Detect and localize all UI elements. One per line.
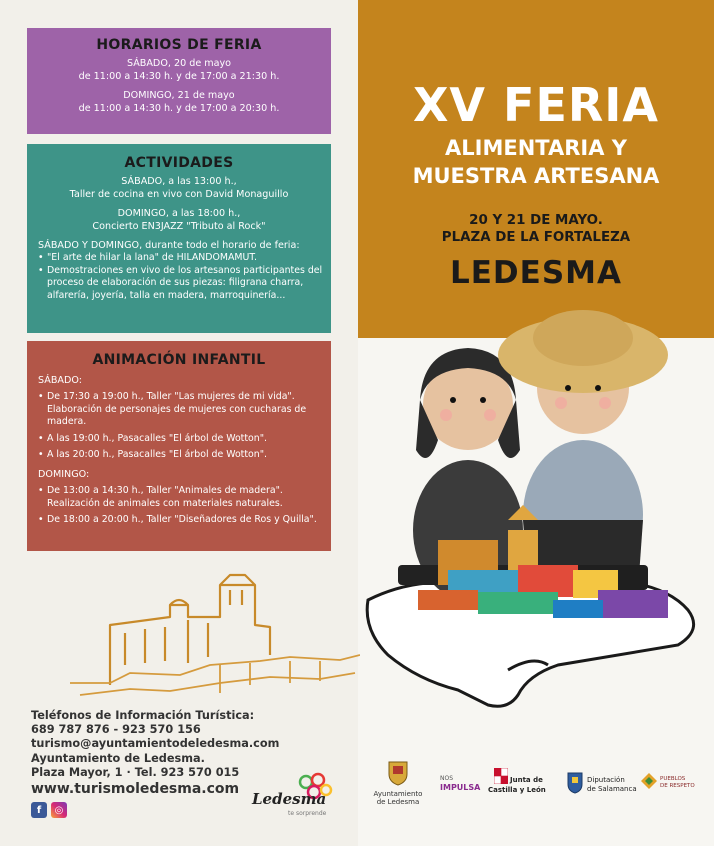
animacion-title: ANIMACIÓN INFANTIL xyxy=(92,352,266,368)
coat-of-arms-icon xyxy=(387,760,409,786)
horarios-sat-hours: de 11:00 a 14:30 h. y de 17:00 a 21:30 h. xyxy=(78,71,280,82)
animacion-sat-label: SÁBADO: xyxy=(38,375,82,386)
diputacion-logo xyxy=(567,768,639,808)
list-item: • A las 19:00 h., Pasacalles "El árbol de Wotton". xyxy=(38,433,323,446)
actividades-panel xyxy=(27,144,331,333)
diputacion-line2: de Salamanca xyxy=(587,785,637,793)
ledesma-brand: Ledesma xyxy=(252,790,327,808)
actividades-sun-label: DOMINGO, a las 18:00 h., xyxy=(117,208,241,219)
actividades-sun-desc: Concierto EN3JAZZ "Tributo al Rock" xyxy=(92,221,266,232)
org: Ayuntamiento de Ledesma. xyxy=(31,751,205,765)
hero-title: XV FERIA xyxy=(412,78,660,132)
impulsa-label: IMPULSA xyxy=(440,783,481,792)
hero-subtitle-line2: MUESTRA ARTESANA xyxy=(412,164,660,188)
hero-subtitle xyxy=(358,134,714,190)
hero-date-line1: 20 Y 21 DE MAYO. xyxy=(469,213,603,228)
pueblos-line1: PUEBLOS xyxy=(660,776,686,782)
instagram-icon[interactable]: ◎ xyxy=(51,802,67,818)
town-illustration-left xyxy=(70,565,360,705)
animacion-sun-label: DOMINGO: xyxy=(38,468,90,480)
diputacion-line1: Diputación xyxy=(587,776,625,784)
hero-town: LEDESMA xyxy=(449,255,622,291)
dolls-illustration xyxy=(358,300,714,740)
nos-label: NOS xyxy=(440,775,454,782)
horarios-sat-label: SÁBADO, 20 de mayo xyxy=(126,58,232,69)
actividades-title: ACTIVIDADES xyxy=(124,155,234,171)
nos-impulsa-logo xyxy=(440,775,490,799)
ayto-line2: de Ledesma xyxy=(376,798,420,806)
ledesma-logo xyxy=(252,772,340,822)
actividades-sat-label: SÁBADO, a las 13:00 h., xyxy=(121,176,237,187)
email: turismo@ayuntamientodeledesma.com xyxy=(31,737,280,751)
horarios-sun-label: DOMINGO, 21 de mayo xyxy=(123,90,235,101)
ayuntamiento-logo xyxy=(370,760,426,816)
junta-line1: Junta de xyxy=(510,776,543,784)
junta-logo xyxy=(488,768,548,808)
junta-emblem-icon xyxy=(494,768,508,784)
facebook-icon[interactable]: f xyxy=(31,802,47,818)
pueblos-line2: DE RESPETO xyxy=(660,783,695,789)
hero-date xyxy=(358,212,714,246)
ledesma-tagline: te sorprende xyxy=(288,810,327,817)
phones: 689 787 876 - 923 570 156 xyxy=(31,723,201,737)
list-item: • De 13:00 a 14:30 h., Taller "Animales de madera". Realización de animales con materiales naturales. xyxy=(38,485,323,510)
junta-line2: Castilla y León xyxy=(488,786,546,794)
address: Plaza Mayor, 1 · Tel. 923 570 015 xyxy=(31,765,240,779)
actividades-sat-desc: Taller de cocina en vivo con David Monaguillo xyxy=(69,189,289,200)
ayto-line1: Ayuntamiento xyxy=(373,790,423,798)
diputacion-emblem-icon xyxy=(567,772,583,794)
website-link[interactable]: www.turismoledesma.com xyxy=(31,781,240,797)
list-item: • De 18:00 a 20:00 h., Taller "Diseñadores de Ros y Quilla". xyxy=(38,514,323,527)
actividades-list xyxy=(27,252,331,302)
social-icons xyxy=(31,802,67,818)
horarios-title: HORARIOS DE FERIA xyxy=(96,37,262,53)
hero-subtitle-line1: ALIMENTARIA Y xyxy=(445,136,627,160)
list-item: • Demostraciones en vivo de los artesanos participantes del proceso de elaboración de sus piezas: filigrana charra, alfarería, joyería, talla en madera, marroquinería... xyxy=(38,265,323,303)
pueblos-logo xyxy=(640,770,700,800)
contact-info xyxy=(31,709,279,780)
actividades-both-label: SÁBADO Y DOMINGO, durante todo el horario de feria: xyxy=(38,240,300,251)
pueblos-emblem-icon xyxy=(640,772,658,790)
animacion-sat-list xyxy=(27,391,331,462)
list-item: • De 17:30 a 19:00 h., Taller "Las mujeres de mi vida". Elaboración de personajes de mujeres con cucharas de madera. xyxy=(38,391,323,429)
animacion-panel xyxy=(27,341,331,551)
horarios-panel xyxy=(27,28,331,134)
phones-label: Teléfonos de Información Turística: xyxy=(31,709,255,722)
list-item: • A las 20:00 h., Pasacalles "El árbol de Wotton". xyxy=(38,449,323,462)
list-item: • "El arte de hilar la lana" de HILANDOMAMUT. xyxy=(38,252,323,265)
hero-date-line2: PLAZA DE LA FORTALEZA xyxy=(441,230,631,245)
horarios-sun-hours: de 11:00 a 14:30 h. y de 17:00 a 20:30 h. xyxy=(78,103,280,114)
animacion-sun-list xyxy=(27,485,331,527)
